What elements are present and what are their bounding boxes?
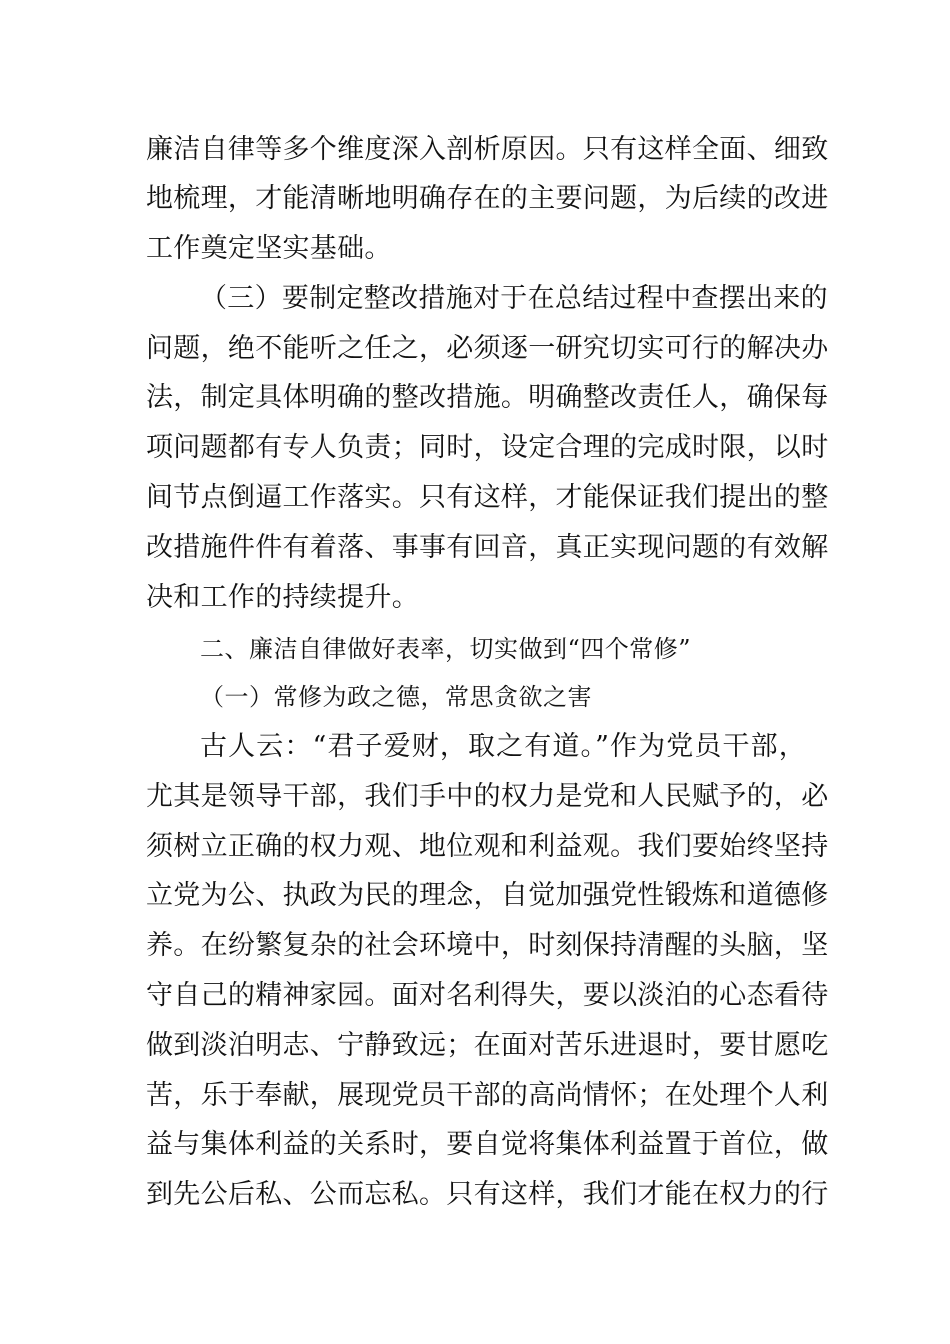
- section-heading-2: 二、廉洁自律做好表率，切实做到“四个常修”: [200, 635, 692, 663]
- body-line: 古人云：“君子爱财，取之有道。”作为党员干部，: [200, 731, 806, 762]
- body-line: 尤其是领导干部，我们手中的权力是党和人民赋予的，必: [146, 781, 829, 812]
- body-line: 苦，乐于奉献，展现党员干部的高尚情怀；在处理个人利: [146, 1080, 829, 1111]
- body-line: 益与集体利益的关系时，要自觉将集体利益置于首位，做: [146, 1129, 829, 1160]
- body-line: 地梳理，才能清晰地明确存在的主要问题，为后续的改进: [146, 183, 829, 214]
- body-line: 法，制定具体明确的整改措施。明确整改责任人，确保每: [146, 382, 829, 413]
- body-line: 决和工作的持续提升。: [146, 582, 419, 613]
- body-line: 工作奠定坚实基础。: [146, 233, 392, 264]
- body-line: 守自己的精神家园。面对名利得失，要以淡泊的心态看待: [146, 980, 829, 1011]
- body-line: 问题，绝不能听之任之，必须逐一研究切实可行的解决办: [146, 333, 829, 364]
- body-line: 做到淡泊明志、宁静致远；在面对苦乐进退时，要甘愿吃: [146, 1030, 829, 1061]
- subsection-heading-1: （一）常修为政之德，常思贪欲之害: [200, 683, 592, 711]
- body-line: 立党为公、执政为民的理念，自觉加强党性锻炼和道德修: [146, 880, 829, 911]
- body-line: 改措施件件有着落、事事有回音，真正实现问题的有效解: [146, 532, 829, 563]
- body-line: 廉洁自律等多个维度深入剖析原因。只有这样全面、细致: [146, 134, 829, 165]
- body-line: 到先公后私、公而忘私。只有这样，我们才能在权力的行: [146, 1179, 829, 1210]
- body-line: 须树立正确的权力观、地位观和利益观。我们要始终坚持: [146, 831, 829, 862]
- body-line: 间节点倒逼工作落实。只有这样，才能保证我们提出的整: [146, 482, 829, 513]
- section-heading-3: （三）要制定整改措施对于在总结过程中查摆出来的: [200, 283, 828, 314]
- body-line: 养。在纷繁复杂的社会环境中，时刻保持清醒的头脑，坚: [146, 930, 829, 961]
- body-line: 项问题都有专人负责；同时，设定合理的完成时限，以时: [146, 432, 829, 463]
